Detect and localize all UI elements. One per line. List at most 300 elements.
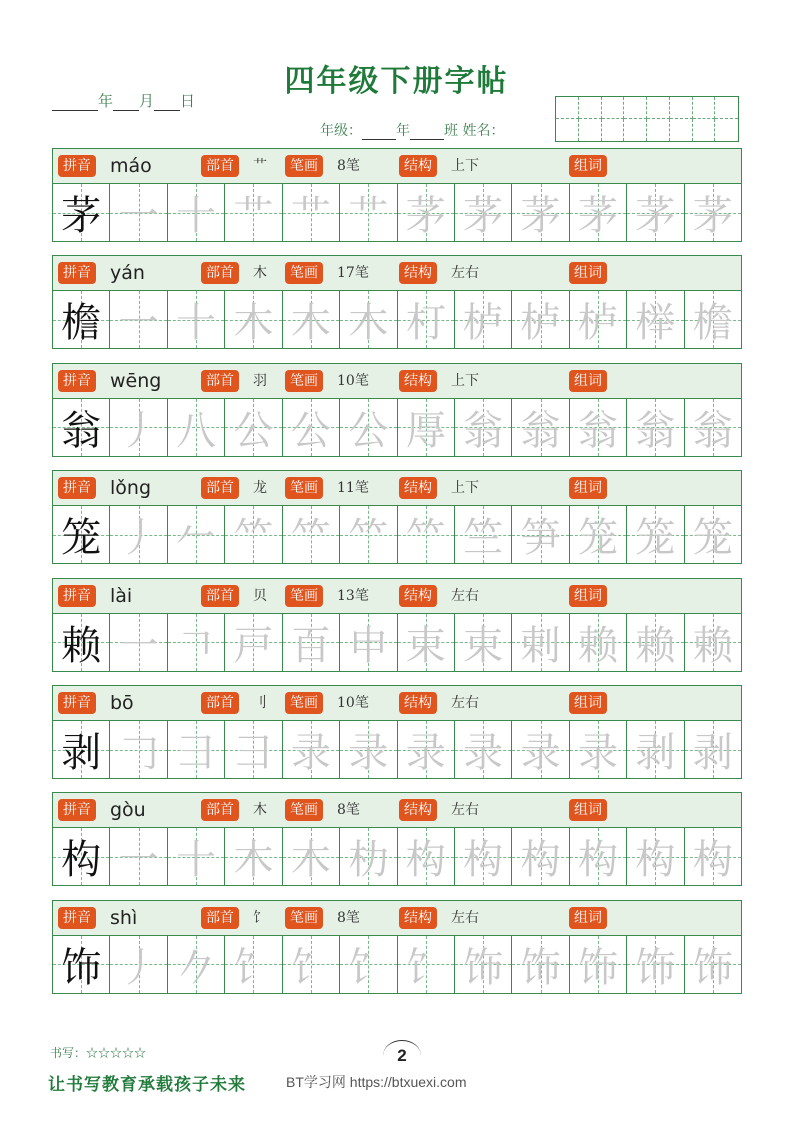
trace-stroke: 茅 bbox=[578, 193, 618, 239]
trace-stroke: 翁 bbox=[520, 407, 561, 454]
trace-cell[interactable] bbox=[627, 721, 684, 778]
words-tag: 组词 bbox=[569, 692, 607, 714]
trace-cell[interactable] bbox=[110, 614, 167, 671]
class-blank[interactable] bbox=[410, 125, 444, 140]
trace-stroke: 剥 bbox=[692, 730, 733, 776]
trace-stroke: 栌 bbox=[463, 300, 504, 347]
trace-cell[interactable] bbox=[398, 721, 455, 778]
strokes-tag: 笔画 bbox=[285, 370, 323, 392]
trace-stroke: 束 bbox=[463, 622, 504, 669]
class-label: 班 bbox=[444, 123, 458, 139]
trace-cell[interactable] bbox=[398, 936, 455, 993]
structure-tag: 结构 bbox=[399, 799, 437, 821]
trace-cell[interactable] bbox=[455, 399, 512, 456]
radical-tag: 部首 bbox=[201, 692, 239, 714]
trace-cell[interactable] bbox=[570, 936, 627, 993]
structure-value: 左右 bbox=[451, 265, 479, 282]
model-character-cell bbox=[53, 399, 110, 456]
model-character-cell bbox=[53, 721, 110, 778]
strokes-value: 10笔 bbox=[337, 695, 369, 711]
trace-stroke: 𥫗 bbox=[290, 515, 331, 562]
character-block bbox=[52, 255, 742, 349]
trace-cell[interactable] bbox=[627, 399, 684, 456]
model-character: 构 bbox=[61, 837, 102, 884]
character-info-row bbox=[52, 470, 742, 506]
structure-value: 上下 bbox=[451, 158, 479, 174]
trace-stroke: 木 bbox=[233, 837, 274, 884]
trace-cell[interactable] bbox=[110, 506, 167, 563]
words-tag: 组词 bbox=[569, 799, 607, 821]
strokes-value: 8笔 bbox=[337, 909, 360, 926]
name-label: 姓名： bbox=[462, 123, 505, 139]
character-info-row bbox=[52, 148, 742, 184]
practice-grid bbox=[52, 184, 742, 242]
pinyin-tag: 拼音 bbox=[58, 155, 96, 177]
grade-blank[interactable] bbox=[362, 125, 396, 140]
trace-stroke: 一 bbox=[118, 193, 159, 239]
trace-stroke: 构 bbox=[520, 837, 561, 884]
trace-cell[interactable] bbox=[512, 828, 569, 885]
page-number: 2 bbox=[383, 1040, 421, 1071]
trace-stroke: 十 bbox=[176, 837, 217, 884]
strokes-tag: 笔画 bbox=[285, 262, 323, 284]
year-label: 年 bbox=[98, 92, 114, 110]
strokes-value: 13笔 bbox=[337, 587, 369, 604]
character-block bbox=[52, 685, 742, 779]
character-block bbox=[52, 470, 742, 564]
pinyin-value: lǒng bbox=[110, 477, 152, 500]
trace-stroke: 艹 bbox=[233, 193, 274, 239]
pinyin-value: máo bbox=[110, 155, 152, 177]
trace-stroke: 栌 bbox=[578, 300, 618, 347]
grade-label: 年级： bbox=[320, 123, 362, 139]
practice-grid bbox=[52, 721, 742, 779]
day-label: 日 bbox=[180, 92, 196, 110]
trace-stroke: 申 bbox=[348, 622, 389, 669]
page-title: 四年级下册字帖 bbox=[284, 64, 509, 99]
trace-stroke: 构 bbox=[692, 837, 733, 884]
trace-stroke: 丿 bbox=[118, 944, 159, 991]
trace-cell[interactable] bbox=[455, 721, 512, 778]
trace-stroke: 饰 bbox=[520, 944, 561, 991]
trace-stroke: 赖 bbox=[692, 622, 733, 669]
structure-tag: 结构 bbox=[399, 477, 437, 499]
date-line bbox=[52, 90, 195, 111]
strokes-tag: 笔画 bbox=[285, 585, 323, 607]
trace-stroke: 构 bbox=[463, 837, 504, 884]
trace-stroke: 赖 bbox=[635, 622, 676, 669]
trace-cell[interactable] bbox=[283, 506, 340, 563]
pinyin-value: gòu bbox=[110, 799, 146, 822]
practice-grid bbox=[52, 291, 742, 349]
character-info-row bbox=[52, 900, 742, 936]
character-info-row bbox=[52, 255, 742, 291]
strokes-value: 8笔 bbox=[337, 802, 360, 819]
character-info-row bbox=[52, 685, 742, 721]
model-character-cell bbox=[53, 184, 110, 241]
radical-value: 木 bbox=[253, 265, 267, 282]
radical-value: 艹 bbox=[253, 158, 267, 174]
trace-stroke: 丿 bbox=[118, 407, 159, 454]
radical-value: 饣 bbox=[253, 909, 267, 926]
character-info-row bbox=[52, 792, 742, 828]
model-character: 笼 bbox=[61, 515, 102, 562]
model-character-cell bbox=[53, 614, 110, 671]
model-character: 茅 bbox=[61, 193, 102, 239]
pinyin-tag: 拼音 bbox=[58, 907, 96, 929]
model-character: 剥 bbox=[61, 730, 102, 776]
trace-stroke: 檐 bbox=[692, 300, 733, 347]
trace-cell[interactable] bbox=[398, 291, 455, 348]
grade-year-label: 年 bbox=[396, 123, 410, 139]
trace-cell[interactable] bbox=[110, 936, 167, 993]
character-block bbox=[52, 148, 742, 242]
structure-value: 上下 bbox=[451, 480, 479, 497]
trace-cell[interactable] bbox=[512, 936, 569, 993]
practice-grid bbox=[52, 828, 742, 886]
structure-value: 上下 bbox=[451, 372, 479, 389]
trace-stroke: 木 bbox=[348, 300, 389, 347]
trace-cell[interactable] bbox=[455, 936, 512, 993]
trace-cell[interactable] bbox=[685, 291, 741, 348]
model-character: 赖 bbox=[61, 622, 102, 669]
trace-stroke: 饰 bbox=[463, 944, 504, 991]
character-info-row bbox=[52, 578, 742, 614]
trace-stroke: 翁 bbox=[578, 407, 618, 454]
trace-cell[interactable] bbox=[627, 184, 684, 241]
pinyin-tag: 拼音 bbox=[58, 692, 96, 714]
structure-value: 左右 bbox=[451, 587, 479, 604]
trace-cell[interactable] bbox=[168, 721, 225, 778]
trace-cell[interactable] bbox=[512, 614, 569, 671]
trace-cell[interactable] bbox=[168, 614, 225, 671]
trace-stroke: 录 bbox=[463, 730, 504, 776]
trace-stroke: 剌 bbox=[520, 622, 561, 669]
trace-stroke: 丿 bbox=[118, 515, 159, 562]
trace-stroke: 百 bbox=[290, 622, 331, 669]
radical-value: 羽 bbox=[253, 372, 267, 389]
strokes-tag: 笔画 bbox=[285, 692, 323, 714]
trace-stroke: 艹 bbox=[348, 193, 389, 239]
trace-cell[interactable] bbox=[685, 506, 741, 563]
trace-stroke: 𠃍 bbox=[176, 622, 217, 669]
structure-tag: 结构 bbox=[399, 585, 437, 607]
month-blank[interactable] bbox=[113, 96, 139, 111]
trace-cell[interactable] bbox=[627, 614, 684, 671]
strokes-value: 10笔 bbox=[337, 372, 369, 389]
radical-tag: 部首 bbox=[201, 155, 239, 177]
trace-stroke: 艹 bbox=[290, 193, 331, 239]
trace-cell[interactable] bbox=[340, 184, 397, 241]
trace-cell[interactable] bbox=[685, 614, 741, 671]
trace-cell[interactable] bbox=[340, 291, 397, 348]
trace-cell[interactable] bbox=[512, 721, 569, 778]
trace-stroke: 束 bbox=[405, 622, 446, 669]
trace-stroke: 戸 bbox=[233, 622, 274, 669]
trace-stroke: 𠂉 bbox=[176, 515, 217, 562]
student-info bbox=[320, 120, 504, 140]
trace-cell[interactable] bbox=[340, 721, 397, 778]
character-block bbox=[52, 578, 742, 672]
trace-cell[interactable] bbox=[398, 399, 455, 456]
trace-stroke: 饣 bbox=[233, 944, 274, 991]
trace-stroke: 竺 bbox=[463, 515, 504, 562]
trace-cell[interactable] bbox=[512, 184, 569, 241]
words-tag: 组词 bbox=[569, 907, 607, 929]
trace-stroke: 录 bbox=[578, 730, 618, 776]
character-block bbox=[52, 792, 742, 886]
trace-cell[interactable] bbox=[398, 828, 455, 885]
model-character-cell bbox=[53, 828, 110, 885]
trace-stroke: 茅 bbox=[520, 193, 561, 239]
trace-cell[interactable] bbox=[283, 184, 340, 241]
trace-cell[interactable] bbox=[225, 828, 282, 885]
trace-cell[interactable] bbox=[340, 399, 397, 456]
trace-cell[interactable] bbox=[627, 828, 684, 885]
trace-cell[interactable] bbox=[340, 828, 397, 885]
trace-cell[interactable] bbox=[283, 721, 340, 778]
trace-cell[interactable] bbox=[398, 614, 455, 671]
trace-stroke: 构 bbox=[635, 837, 676, 884]
trace-stroke: 𥫗 bbox=[233, 515, 274, 562]
trace-stroke: 栌 bbox=[520, 300, 561, 347]
trace-cell[interactable] bbox=[455, 614, 512, 671]
structure-tag: 结构 bbox=[399, 692, 437, 714]
trace-stroke: 翁 bbox=[635, 407, 676, 454]
trace-cell[interactable] bbox=[110, 721, 167, 778]
practice-grid bbox=[52, 506, 742, 564]
trace-stroke: 饣 bbox=[290, 944, 331, 991]
structure-tag: 结构 bbox=[399, 907, 437, 929]
trace-cell[interactable] bbox=[168, 399, 225, 456]
trace-stroke: 木 bbox=[290, 837, 331, 884]
trace-cell[interactable] bbox=[512, 291, 569, 348]
trace-stroke: 十 bbox=[176, 300, 217, 347]
structure-tag: 结构 bbox=[399, 262, 437, 284]
trace-cell[interactable] bbox=[398, 506, 455, 563]
trace-cell[interactable] bbox=[627, 506, 684, 563]
pinyin-tag: 拼音 bbox=[58, 262, 96, 284]
radical-value: 龙 bbox=[253, 480, 267, 497]
trace-stroke: 十 bbox=[176, 193, 217, 239]
structure-tag: 结构 bbox=[399, 155, 437, 177]
trace-stroke: 𥫗 bbox=[348, 515, 389, 562]
trace-cell[interactable] bbox=[168, 184, 225, 241]
trace-cell[interactable] bbox=[283, 291, 340, 348]
model-character: 饰 bbox=[61, 944, 102, 991]
trace-stroke: 𠃌 bbox=[118, 730, 159, 776]
trace-stroke: 𠂊 bbox=[176, 944, 217, 991]
trace-cell[interactable] bbox=[225, 721, 282, 778]
structure-value: 左右 bbox=[451, 909, 479, 926]
trace-stroke: 笋 bbox=[520, 515, 561, 562]
trace-stroke: 笼 bbox=[635, 515, 676, 562]
character-info-row bbox=[52, 363, 742, 399]
strokes-value: 11笔 bbox=[337, 480, 369, 497]
trace-cell[interactable] bbox=[570, 614, 627, 671]
pinyin-tag: 拼音 bbox=[58, 799, 96, 821]
trace-stroke: 茅 bbox=[692, 193, 733, 239]
trace-stroke: 木 bbox=[290, 300, 331, 347]
trace-stroke: 彐 bbox=[176, 730, 217, 776]
words-tag: 组词 bbox=[569, 585, 607, 607]
trace-cell[interactable] bbox=[340, 614, 397, 671]
pinyin-value: wēng bbox=[110, 369, 162, 392]
trace-cell[interactable] bbox=[225, 291, 282, 348]
trace-stroke: 饣 bbox=[348, 944, 389, 991]
trace-cell[interactable] bbox=[110, 399, 167, 456]
trace-stroke: 笼 bbox=[692, 515, 733, 562]
trace-stroke: 构 bbox=[405, 837, 446, 884]
trace-cell[interactable] bbox=[455, 184, 512, 241]
trace-stroke: 榉 bbox=[635, 300, 676, 347]
words-tag: 组词 bbox=[569, 370, 607, 392]
trace-cell[interactable] bbox=[225, 399, 282, 456]
words-tag: 组词 bbox=[569, 155, 607, 177]
strokes-tag: 笔画 bbox=[285, 155, 323, 177]
trace-stroke: 茅 bbox=[635, 193, 676, 239]
radical-value: 刂 bbox=[253, 695, 267, 711]
strokes-value: 8笔 bbox=[337, 158, 360, 174]
trace-cell[interactable] bbox=[627, 291, 684, 348]
trace-cell[interactable] bbox=[512, 399, 569, 456]
trace-cell[interactable] bbox=[225, 184, 282, 241]
trace-cell[interactable] bbox=[225, 614, 282, 671]
trace-cell[interactable] bbox=[455, 291, 512, 348]
trace-stroke: 一 bbox=[118, 300, 159, 347]
trace-cell[interactable] bbox=[570, 721, 627, 778]
trace-stroke: 剥 bbox=[635, 730, 676, 776]
trace-cell[interactable] bbox=[110, 291, 167, 348]
trace-stroke: 饣 bbox=[405, 944, 446, 991]
trace-stroke: 录 bbox=[405, 730, 446, 776]
trace-stroke: 𥫗 bbox=[405, 515, 446, 562]
trace-cell[interactable] bbox=[570, 506, 627, 563]
trace-stroke: 饰 bbox=[692, 944, 733, 991]
trace-cell[interactable] bbox=[570, 828, 627, 885]
name-boxes[interactable] bbox=[555, 96, 739, 142]
trace-stroke: 一 bbox=[118, 622, 159, 669]
trace-cell[interactable] bbox=[225, 506, 282, 563]
structure-value: 左右 bbox=[451, 695, 479, 711]
trace-cell[interactable] bbox=[168, 936, 225, 993]
trace-cell[interactable] bbox=[512, 506, 569, 563]
trace-stroke: 公 bbox=[348, 407, 389, 454]
strokes-tag: 笔画 bbox=[285, 477, 323, 499]
radical-tag: 部首 bbox=[201, 477, 239, 499]
trace-stroke: 饰 bbox=[635, 944, 676, 991]
pinyin-value: lài bbox=[110, 584, 133, 607]
trace-cell[interactable] bbox=[340, 506, 397, 563]
radical-tag: 部首 bbox=[201, 799, 239, 821]
trace-cell[interactable] bbox=[340, 936, 397, 993]
pinyin-tag: 拼音 bbox=[58, 585, 96, 607]
radical-tag: 部首 bbox=[201, 907, 239, 929]
model-character-cell bbox=[53, 506, 110, 563]
trace-cell[interactable] bbox=[685, 828, 741, 885]
model-character-cell bbox=[53, 936, 110, 993]
radical-tag: 部首 bbox=[201, 585, 239, 607]
trace-stroke: 公 bbox=[233, 407, 274, 454]
trace-cell[interactable] bbox=[455, 506, 512, 563]
model-character-cell bbox=[53, 291, 110, 348]
trace-cell[interactable] bbox=[110, 184, 167, 241]
trace-stroke: 翁 bbox=[463, 407, 504, 454]
trace-stroke: 录 bbox=[348, 730, 389, 776]
structure-tag: 结构 bbox=[399, 370, 437, 392]
radical-value: 木 bbox=[253, 802, 267, 819]
trace-cell[interactable] bbox=[168, 828, 225, 885]
structure-value: 左右 bbox=[451, 802, 479, 819]
practice-grid bbox=[52, 614, 742, 672]
day-blank[interactable] bbox=[154, 96, 180, 111]
trace-stroke: 朸 bbox=[348, 837, 389, 884]
trace-cell[interactable] bbox=[570, 184, 627, 241]
model-character: 檐 bbox=[61, 300, 102, 347]
trace-stroke: 八 bbox=[176, 407, 217, 454]
trace-cell[interactable] bbox=[685, 936, 741, 993]
trace-cell[interactable] bbox=[685, 721, 741, 778]
pinyin-tag: 拼音 bbox=[58, 477, 96, 499]
trace-cell[interactable] bbox=[225, 936, 282, 993]
trace-cell[interactable] bbox=[110, 828, 167, 885]
trace-cell[interactable] bbox=[570, 399, 627, 456]
trace-cell[interactable] bbox=[570, 291, 627, 348]
model-character: 翁 bbox=[61, 407, 102, 454]
strokes-tag: 笔画 bbox=[285, 799, 323, 821]
character-block bbox=[52, 900, 742, 994]
words-tag: 组词 bbox=[569, 477, 607, 499]
month-label: 月 bbox=[139, 92, 155, 110]
footer-site: BT学习网 https://btxuexi.com bbox=[286, 1074, 467, 1090]
trace-stroke: 翁 bbox=[692, 407, 733, 454]
radical-value: 贝 bbox=[253, 587, 267, 604]
trace-stroke: 茅 bbox=[463, 193, 504, 239]
radical-tag: 部首 bbox=[201, 262, 239, 284]
pinyin-value: shì bbox=[110, 906, 138, 929]
trace-cell[interactable] bbox=[168, 291, 225, 348]
trace-cell[interactable] bbox=[283, 936, 340, 993]
radical-tag: 部首 bbox=[201, 370, 239, 392]
trace-cell[interactable] bbox=[283, 614, 340, 671]
trace-cell[interactable] bbox=[168, 506, 225, 563]
character-block bbox=[52, 363, 742, 457]
pinyin-value: bō bbox=[110, 692, 134, 714]
trace-cell[interactable] bbox=[283, 828, 340, 885]
pinyin-tag: 拼音 bbox=[58, 370, 96, 392]
trace-cell[interactable] bbox=[627, 936, 684, 993]
trace-stroke: 彐 bbox=[233, 730, 274, 776]
trace-cell[interactable] bbox=[455, 828, 512, 885]
trace-stroke: 笼 bbox=[578, 515, 618, 562]
trace-stroke: 一 bbox=[118, 837, 159, 884]
strokes-value: 17笔 bbox=[337, 265, 369, 282]
trace-cell[interactable] bbox=[283, 399, 340, 456]
trace-cell[interactable] bbox=[685, 399, 741, 456]
trace-cell[interactable] bbox=[398, 184, 455, 241]
practice-grid bbox=[52, 936, 742, 994]
trace-stroke: 㕌 bbox=[405, 407, 446, 454]
pinyin-value: yán bbox=[110, 262, 145, 285]
trace-stroke: 赖 bbox=[578, 622, 618, 669]
trace-stroke: 木 bbox=[233, 300, 274, 347]
year-blank[interactable] bbox=[52, 96, 98, 111]
trace-cell[interactable] bbox=[685, 184, 741, 241]
words-tag: 组词 bbox=[569, 262, 607, 284]
trace-stroke: 公 bbox=[290, 407, 331, 454]
trace-stroke: 录 bbox=[290, 730, 331, 776]
footer-slogan: 让书写教育承载孩子未来 bbox=[48, 1075, 246, 1095]
